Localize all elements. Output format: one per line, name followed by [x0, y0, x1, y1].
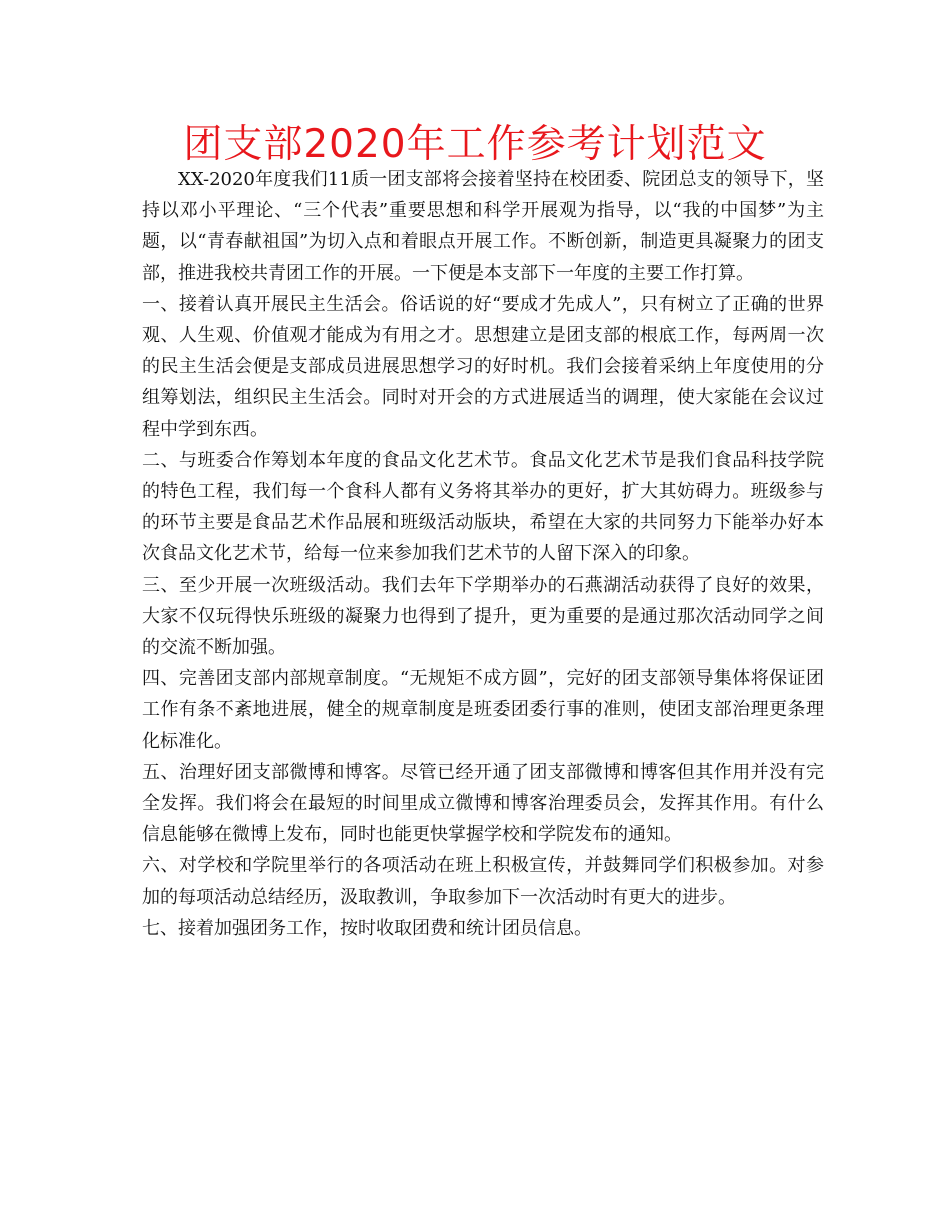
paragraph-item-4: 四、完善团支部内部规章制度。“无规矩不成方圆”，完好的团支部领导集体将保证团工作有条不紊地进展，健全的规章制度是班委团委行事的准则，使团支部治理更条理化标准化。: [142, 668, 824, 752]
paragraph-item-1: 一、接着认真开展民主生活会。俗话说的好“要成才先成人”，只有树立了正确的世界观、人生观、价值观才能成为有用之才。思想建立是团支部的根底工作，每两周一次的民主生活会便是支部成员进展思想学习的好时机。我们会接着采纳上年度使用的分组筹划法，组织民主生活会。同时对开会的方式进展适当的调理，使大家能在会议过程中学到东西。: [142, 293, 824, 440]
intro-paragraph: XX-2020年度我们11质一团支部将会接着坚持在校团委、院团总支的领导下，坚持以邓小平理论、“三个代表”重要思想和科学开展观为指导，以“我的中国梦”为主题，以“青春献祖国”为切入点和着眼点开展工作。不断创新，制造更具凝聚力的团支部，推进我校共青团工作的开展。一下便是本支部下一年度的主要工作打算。: [142, 169, 824, 284]
paragraph-item-7: 七、接着加强团务工作，按时收取团费和统计团员信息。: [142, 917, 592, 939]
paragraph-item-3: 三、至少开展一次班级活动。我们去年下学期举办的石燕湖活动获得了良好的效果，大家不仅玩得快乐班级的凝聚力也得到了提升，更为重要的是通过那次活动同学之间的交流不断加强。: [142, 574, 824, 659]
paragraph-item-6: 六、对学校和学院里举行的各项活动在班上积极宣传，并鼓舞同学们积极参加。对参加的每项活动总结经历，汲取教训，争取参加下一次活动时有更大的进步。: [142, 855, 824, 908]
paragraph-item-5: 五、治理好团支部微博和博客。尽管已经开通了团支部微博和博客但其作用并没有完全发挥。我们将会在最短的时间里成立微博和博客治理委员会，发挥其作用。有什么信息能够在微博上发布，同时也能更快掌握学校和学院发布的通知。: [142, 761, 824, 846]
document-body: [142, 164, 824, 944]
document-title: 团支部2020年工作参考计划范文: [183, 122, 767, 167]
paragraph-item-2: 二、与班委合作筹划本年度的食品文化艺术节。食品文化艺术节是我们食品科技学院的特色工程，我们每一个食科人都有义务将其举办的更好，扩大其妨碍力。班级参与的环节主要是食品艺术作品展和班级活动版块，希望在大家的共同努力下能举办好本次食品文化艺术节，给每一位来参加我们艺术节的人留下深入的印象。: [142, 449, 824, 565]
